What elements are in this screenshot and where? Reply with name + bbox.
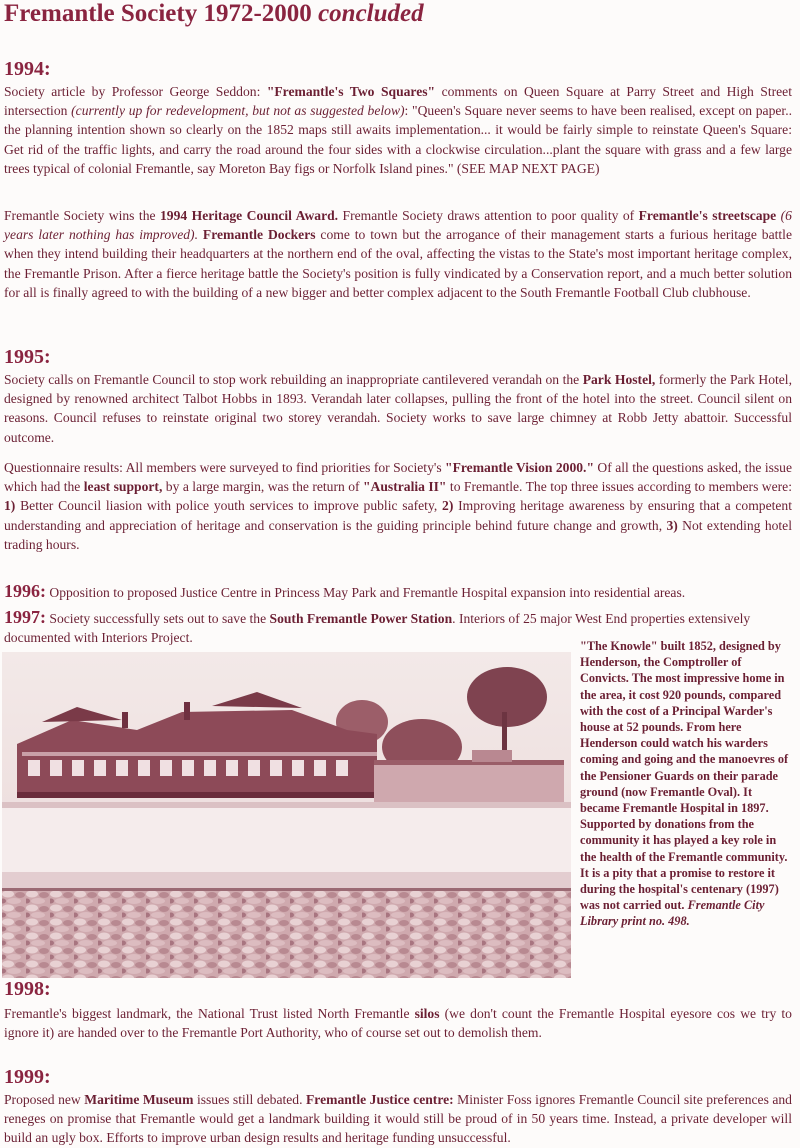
knowle-illustration xyxy=(2,652,571,978)
para-1999: Proposed new Maritime Museum issues still debated. Fremantle Justice centre: Minister Foss ignores Fremantle Council site preferences and reneges on promise that Fremantle would get a landmark building it would still be proud of in 50 years time. Instead, a private developer will build an ugly box. Efforts to improve urban design results and heritage funding unsuccessful. xyxy=(4,1092,792,1146)
para-1995-questionnaire: Questionnaire results: All members were surveyed to find priorities for Society's "Fremantle Vision 2000." Of all the questions asked, the issue which had the least support, by a large margin, was the return of "Australia II" to Fremantle. The top three issues according to members were: 1) Better Council liasion with police youth services to improve public safety, 2) Improving heritage awareness by ensuring that a competent understanding and appreciation of heritage and conservation is the guiding principle behind future change and growth, 3) Not extending hotel trading hours. xyxy=(4,460,793,552)
para-1994-award: Fremantle Society wins the 1994 Heritage Council Award. Fremantle Society draws attention to poor quality of Fremantle's streetscape (6 years later nothing has improved). Fremantle Dockers come to town but the arrogance of their management starts a furious heritage battle when they intend building their headquarters at the northern end of the oval, affecting the vistas to the State's most important heritage complex, the Fremantle Prison. After a fierce heritage battle the Society's position is fully vindicated by a Conservation report, and a much better solution for all is finally agreed to with the building of a new bigger and better complex adjacent to the South Fremantle Football Club clubhouse. xyxy=(4,208,792,300)
photo-caption xyxy=(580,638,792,930)
heading-1995: 1995: xyxy=(4,346,51,368)
heading-1997: 1997: xyxy=(4,607,46,627)
para-1997: 1997: Society successfully sets out to save the South Fremantle Power Station. Interiors of 25 major West End properties extensively documented with Interiors Project. xyxy=(4,607,751,646)
page-title xyxy=(4,0,424,28)
caption-text: "The Knowle" built 1852, designed by Henderson, the Comptroller of Convicts. The most impressive home in the area, it cost 920 pounds, compared with the cost of a Principal Warder's house at 52 pounds. From here Henderson could watch his warders coming and going and the manoevres of the Pensioner Guards on their parade ground (now Fremantle Oval). It became Fremantle Hospital in 1897. Supported by donations from the community it has played a key role in the health of the Fremantle community. It is a pity that a promise to restore it during the hospital's centenary (1997) was not carried out. xyxy=(580,639,789,913)
caption-credit: Fremantle City Library print no. 498. xyxy=(580,898,765,929)
para-1995-hostel: Society calls on Fremantle Council to stop work rebuilding an inappropriate cantilevered verandah on the Park Hostel, formerly the Park Hotel, designed by renowned architect Talbot Hobbs in 1893. Verandah later collapses, pulling the front of the hotel into the street. Council silent on reasons. Council refuses to reinstate original two storey verandah. Society works to save large chimney at Robb Jetty abattoir. Successful outcome. xyxy=(4,372,792,445)
the-knowle-photo xyxy=(2,652,571,978)
title-sub: concluded xyxy=(318,0,424,27)
title-main: Fremantle Society 1972-2000 xyxy=(4,0,312,27)
heading-1999: 1999: xyxy=(4,1066,51,1088)
para-1996: 1996: Opposition to proposed Justice Centre in Princess May Park and Fremantle Hospital expansion into residential areas. xyxy=(4,581,686,601)
para-1994-seddon: Society article by Professor George Seddon: "Fremantle's Two Squares" comments on Queen Square at Parry Street and High Street intersection (currently up for redevelopment, but not as suggested below): "Queen's Square never seems to have been realised, except on paper.. the planning intention shown so clearly on the 1852 maps still awaits implementation... it would be fairly simple to reinstate Queen's Square: Get rid of the traffic lights, and carry the road around the four sides with a clockwise circulation...plant the square with grass and a few large trees typical of colonial Fremantle, say Moreton Bay figs or Norfolk Island pines." (SEE MAP NEXT PAGE) xyxy=(4,84,792,176)
heading-1996: 1996: xyxy=(4,581,46,601)
heading-1998: 1998: xyxy=(4,978,51,1000)
heading-1994: 1994: xyxy=(4,58,51,80)
para-1998: Fremantle's biggest landmark, the National Trust listed North Fremantle silos (we don't count the Fremantle Hospital eyesore cos we try to ignore it) are handed over to the Fremantle Port Authority, who of course set out to demolish them. xyxy=(4,1006,792,1041)
